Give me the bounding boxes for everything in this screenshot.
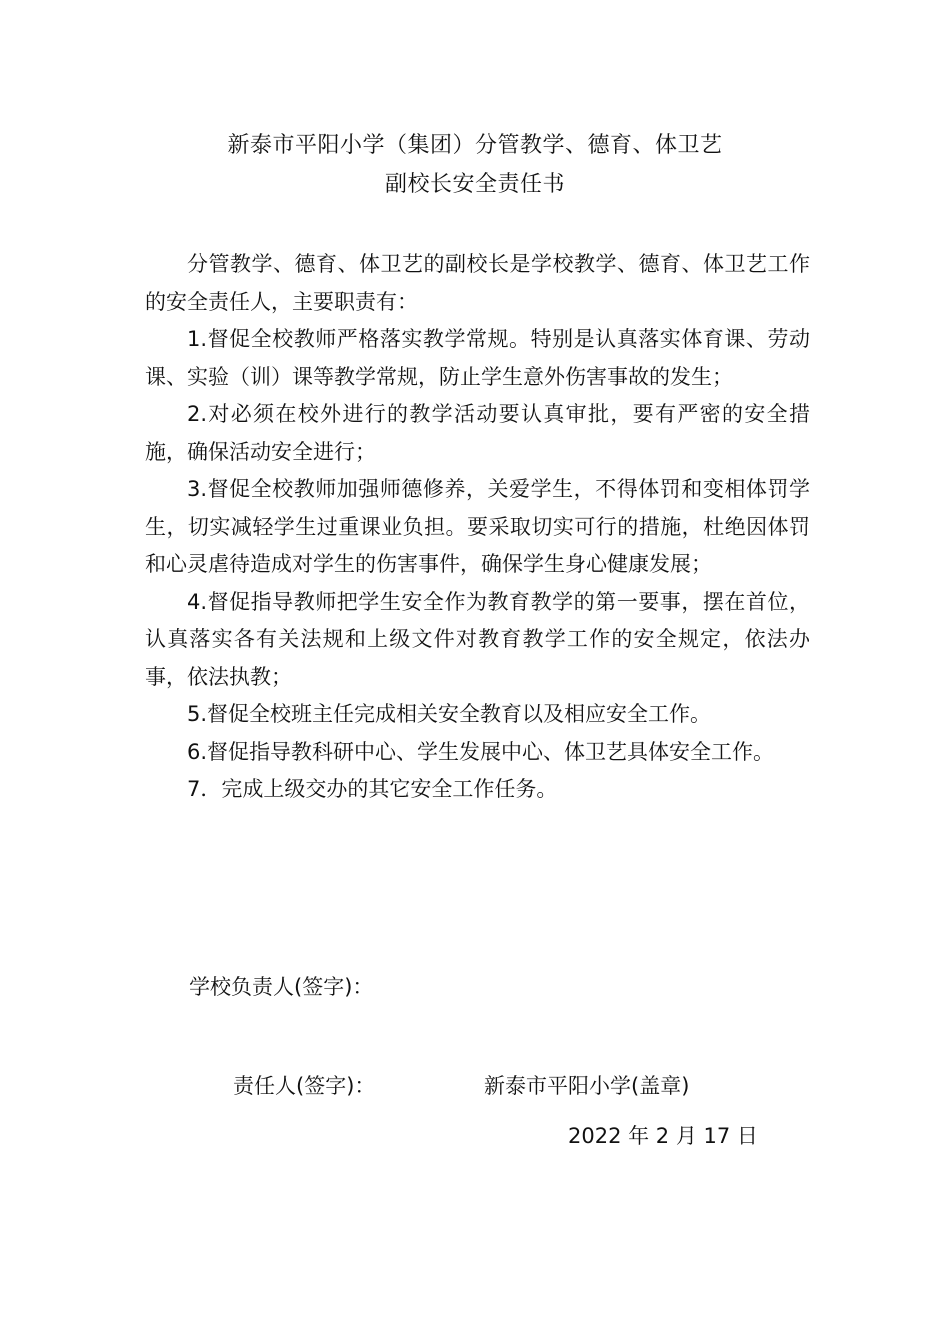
duty-item-2: 2.对必须在校外进行的教学活动要认真审批，要有严密的安全措施，确保活动安全进行； [145,402,810,464]
responsible-person-signature-label: 责任人(签字)： [233,1074,376,1098]
duty-item-5: 5.督促全校班主任完成相关安全教育以及相应安全工作。 [187,702,712,726]
principal-signature-label: 学校负责人(签字)： [189,975,374,999]
school-seal-label: 新泰市平阳小学(盖章) [484,1074,690,1098]
document-title-line-1: 新泰市平阳小学（集团）分管教学、德育、体卫艺 [227,133,723,158]
duty-item-7: 7．完成上级交办的其它安全工作任务。 [187,777,558,801]
document-title-line-2: 副校长安全责任书 [384,172,565,197]
duty-item-4: 4.督促指导教师把学生安全作为教育教学的第一要事，摆在首位，认真落实各有关法规和上级文件对教育教学工作的安全规定，依法办事，依法执教； [145,589,810,689]
intro-paragraph: 分管教学、德育、体卫艺的副校长是学校教学、德育、体卫艺工作的安全责任人，主要职责有： [145,252,810,314]
document-date: 2022 年 2 月 17 日 [568,1124,758,1148]
document-body [145,246,810,809]
duty-item-3: 3.督促全校教师加强师德修养，关爱学生，不得体罚和变相体罚学生，切实减轻学生过重课业负担。要采取切实可行的措施，杜绝因体罚和心灵虐待造成对学生的伤害事件，确保学生身心健康发展； [145,477,810,576]
duty-item-1: 1.督促全校教师严格落实教学常规。特别是认真落实体育课、劳动课、实验（训）课等教学常规，防止学生意外伤害事故的发生； [145,327,810,389]
duty-item-6: 6.督促指导教科研中心、学生发展中心、体卫艺具体安全工作。 [187,739,775,764]
